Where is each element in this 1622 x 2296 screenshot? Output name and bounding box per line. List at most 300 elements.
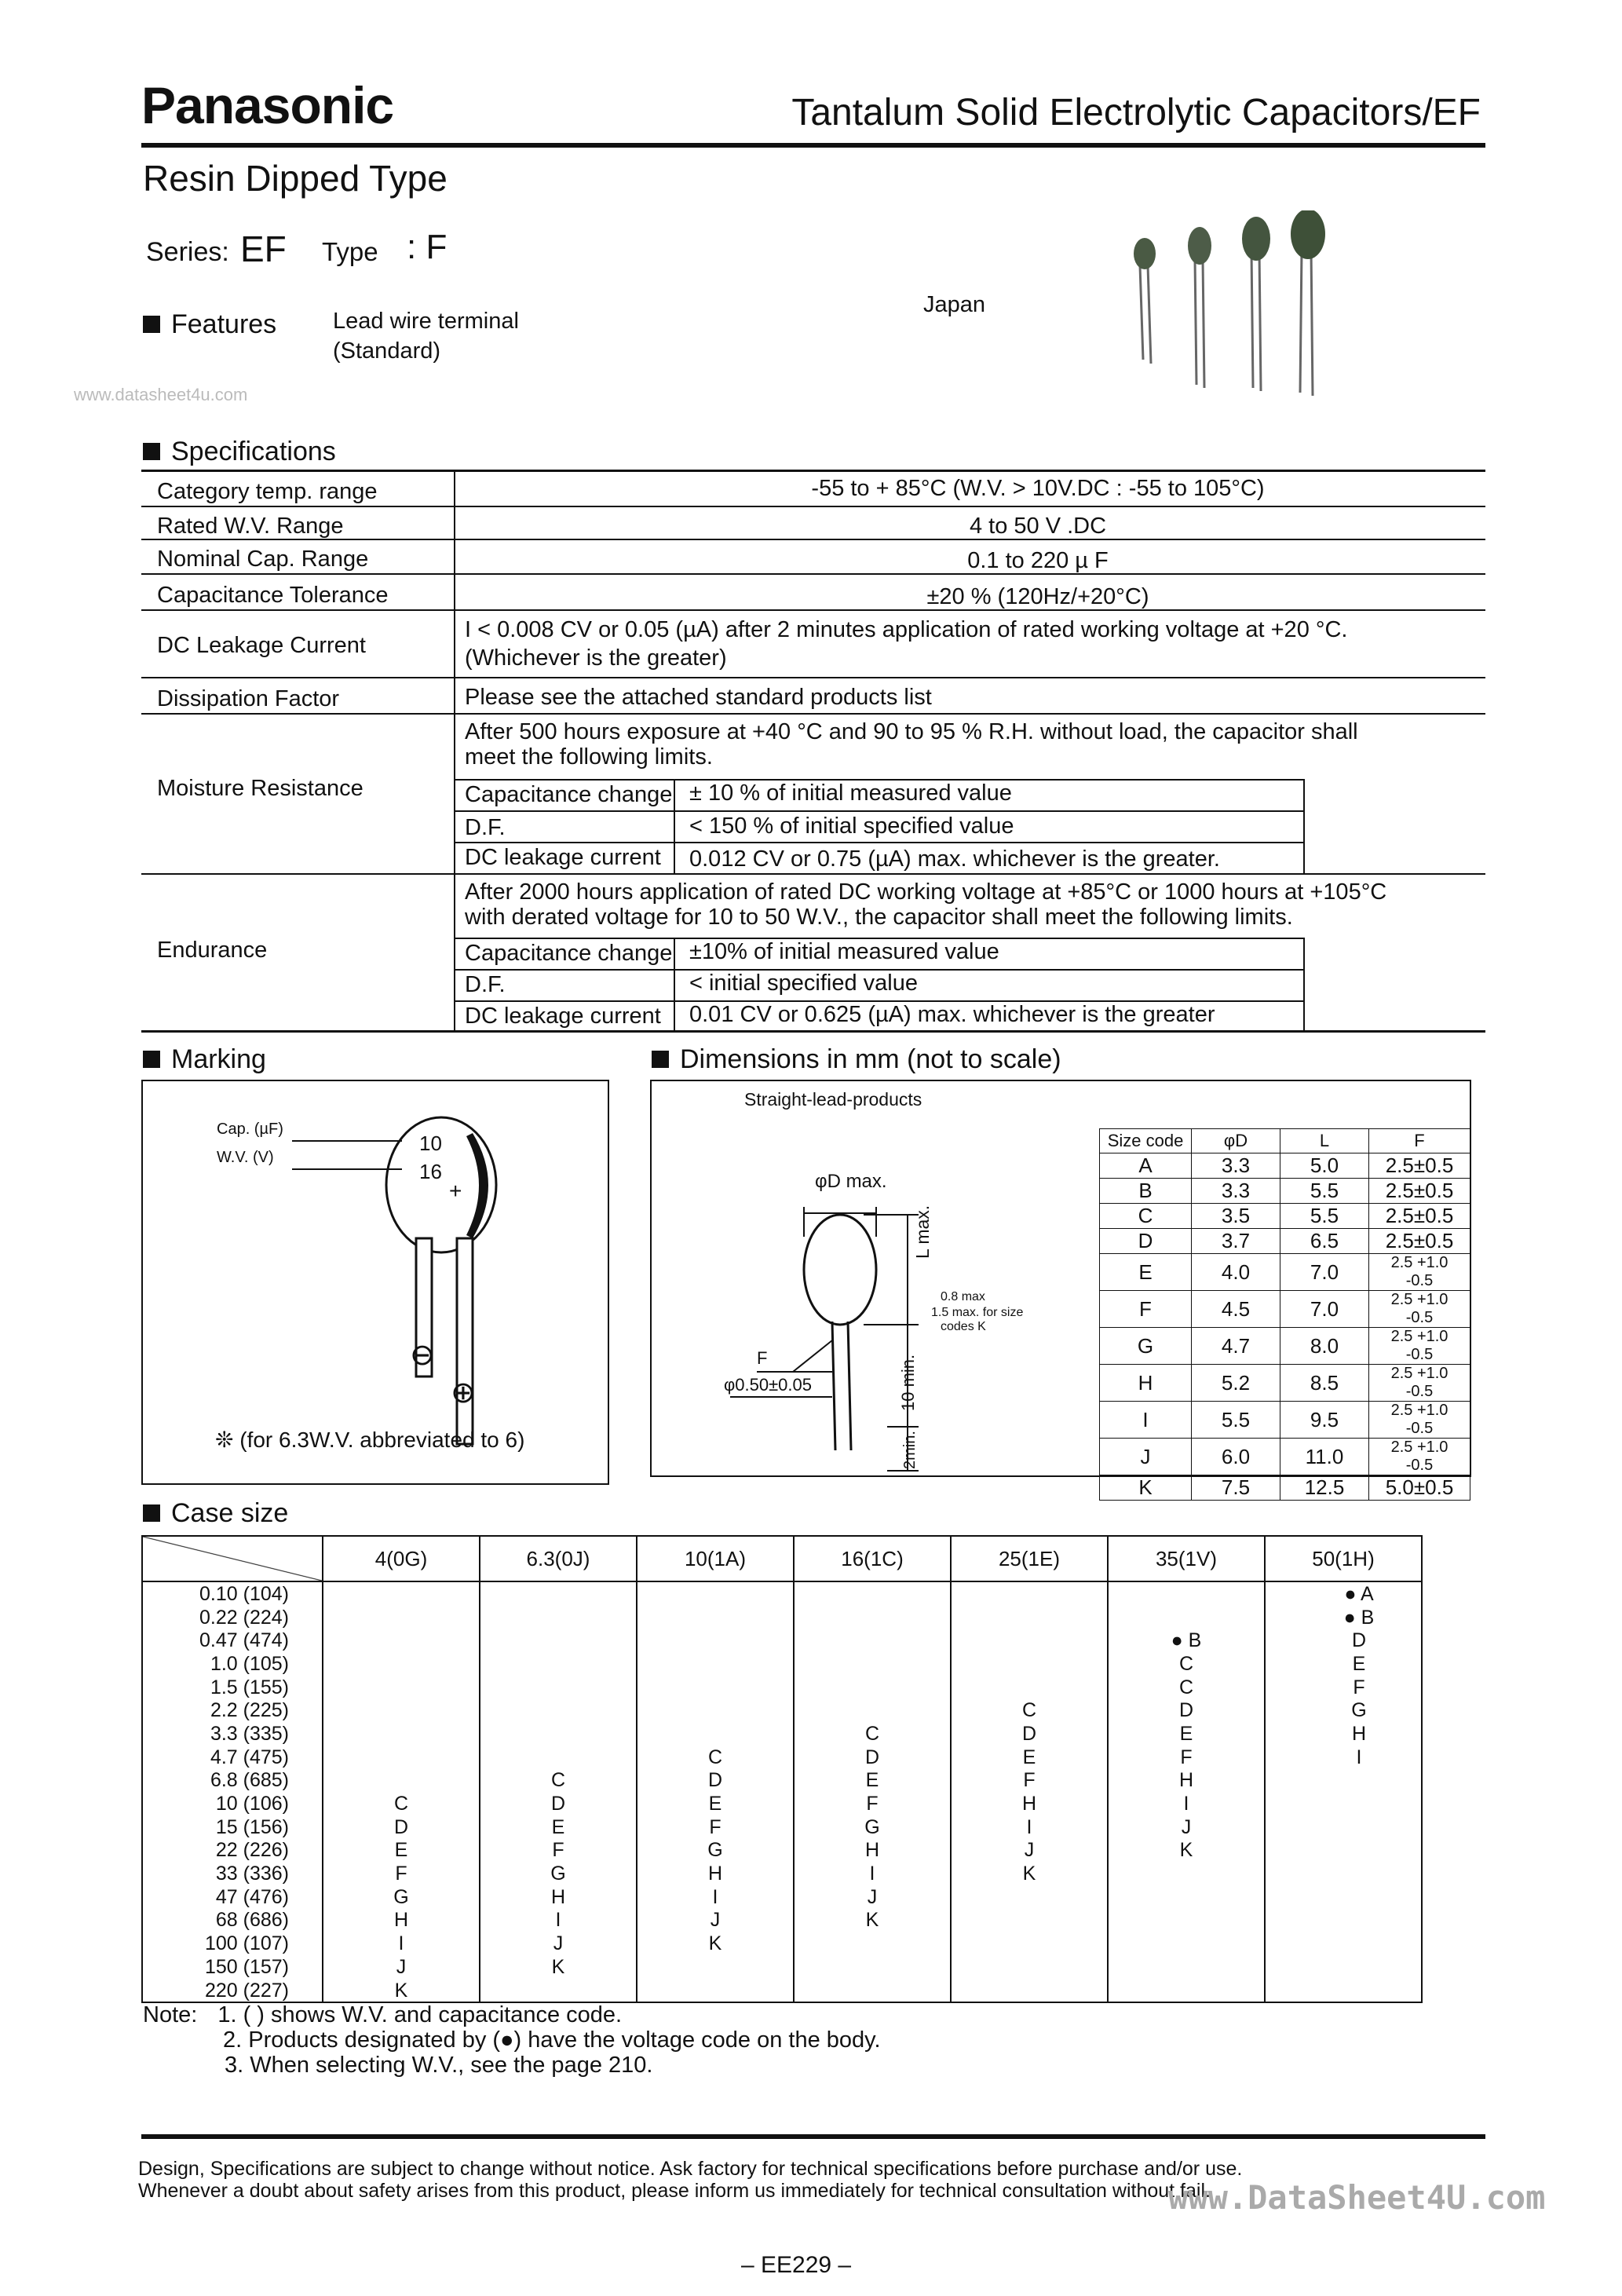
voltage-header: 6.3(0J)	[480, 1536, 637, 1581]
capacitance-cell: 150 (157)	[142, 1955, 323, 1979]
series-value: EF	[240, 229, 287, 269]
moisture-text-1: After 500 hours exposure at +40 °C and 90 to 95 % R.H. without load, the capacitor shall	[465, 719, 1358, 744]
case-code-cell: I	[480, 1909, 637, 1932]
col-diameter: φD	[1192, 1129, 1280, 1153]
features-heading: Features	[143, 309, 276, 340]
dimension-cell: C	[1100, 1204, 1192, 1229]
case-code-cell	[951, 1581, 1108, 1606]
case-code-cell	[1265, 1862, 1422, 1885]
spec-value-category-temp: -55 to + 85°C (W.V. > 10V.DC : -55 to 105°C)	[811, 476, 1265, 501]
case-code-cell: F	[637, 1815, 794, 1839]
lead-note-3: codes K	[941, 1320, 986, 1333]
bullet-square-icon	[143, 316, 160, 333]
features-line-1: Lead wire terminal	[333, 309, 519, 334]
endurance-row-label: Capacitance change	[465, 941, 673, 966]
case-code-cell	[637, 1955, 794, 1979]
two-min-label: 2min.	[901, 1431, 919, 1469]
voltage-header: 35(1V)	[1108, 1536, 1265, 1581]
page-number: – EE229 –	[741, 2252, 852, 2278]
case-code-cell	[637, 1676, 794, 1699]
case-code-cell	[637, 1652, 794, 1676]
spec-label-cap-tolerance: Capacitance Tolerance	[157, 583, 389, 608]
note-2: 2. Products designated by (●) have the voltage code on the body.	[223, 2027, 881, 2053]
case-code-cell	[794, 1629, 951, 1652]
spec-label-dissipation: Dissipation Factor	[157, 686, 340, 711]
dimension-cell: 7.0	[1280, 1291, 1369, 1328]
case-code-cell	[794, 1606, 951, 1629]
bullet-square-icon	[652, 1051, 669, 1068]
voltage-header: 50(1H)	[1265, 1536, 1422, 1581]
table-row	[142, 1932, 1422, 1955]
endurance-row-value: 0.01 CV or 0.625 (µA) max. whichever is the greater	[689, 1002, 1215, 1027]
dimension-cell: 2.5 +1.0 -0.5	[1369, 1254, 1470, 1291]
case-code-cell: H	[637, 1862, 794, 1885]
document-title: Tantalum Solid Electrolytic Capacitors/EF	[791, 92, 1481, 133]
case-code-cell: H	[951, 1792, 1108, 1815]
dimension-cell: E	[1100, 1254, 1192, 1291]
capacitance-cell: 0.47 (474)	[142, 1629, 323, 1652]
dimension-cell: H	[1100, 1365, 1192, 1402]
bullet-square-icon	[143, 1051, 160, 1068]
corner-cell	[142, 1536, 323, 1581]
table-row	[142, 1722, 1422, 1746]
case-code-cell: D	[480, 1792, 637, 1815]
dimension-cell: 4.7	[1192, 1328, 1280, 1365]
moisture-row-label: DC leakage current	[465, 845, 661, 870]
dimension-cell: G	[1100, 1328, 1192, 1365]
brand-logo: Panasonic	[141, 76, 394, 134]
case-code-cell: E	[1265, 1652, 1422, 1676]
case-code-cell: J	[951, 1839, 1108, 1863]
marking-box	[141, 1080, 609, 1485]
case-code-cell	[1108, 1955, 1265, 1979]
dimension-cell: A	[1100, 1153, 1192, 1179]
capacitance-cell: 15 (156)	[142, 1815, 323, 1839]
table-row	[142, 1792, 1422, 1815]
dimension-drawing	[652, 1081, 1091, 1474]
case-code-cell: C	[323, 1792, 480, 1815]
origin-label: Japan	[923, 292, 986, 317]
dimension-cell: 5.2	[1192, 1365, 1280, 1402]
case-code-cell: C	[794, 1722, 951, 1746]
col-pitch: F	[1369, 1129, 1470, 1153]
table-row	[1100, 1254, 1470, 1291]
capacitance-cell: 1.0 (105)	[142, 1652, 323, 1676]
case-code-cell: D	[951, 1722, 1108, 1746]
case-code-cell: C	[1108, 1676, 1265, 1699]
case-code-cell	[794, 1979, 951, 2003]
case-code-cell	[1108, 1885, 1265, 1909]
case-code-cell: F	[1108, 1746, 1265, 1769]
dimension-cell: 7.5	[1192, 1475, 1280, 1501]
case-code-cell	[951, 1629, 1108, 1652]
case-code-cell	[480, 1629, 637, 1652]
case-code-cell: I	[323, 1932, 480, 1955]
top-rule	[141, 143, 1485, 148]
marking-diagram	[143, 1081, 608, 1483]
table-row	[142, 1839, 1422, 1863]
case-code-cell	[637, 1979, 794, 2003]
case-code-cell	[480, 1698, 637, 1722]
case-code-cell: F	[1265, 1676, 1422, 1699]
case-code-cell: H	[1108, 1769, 1265, 1793]
case-code-cell	[794, 1955, 951, 1979]
capacitance-cell: 0.22 (224)	[142, 1606, 323, 1629]
case-code-cell: F	[323, 1862, 480, 1885]
case-code-cell: D	[323, 1815, 480, 1839]
dimension-cell: 9.5	[1280, 1402, 1369, 1439]
case-size-table	[141, 1535, 1423, 2003]
case-code-cell: K	[951, 1862, 1108, 1885]
case-code-cell: G	[480, 1862, 637, 1885]
dimension-cell: 3.5	[1192, 1204, 1280, 1229]
dimension-cell: 5.5	[1280, 1179, 1369, 1204]
case-code-cell: D	[637, 1769, 794, 1793]
capacitance-cell: 33 (336)	[142, 1862, 323, 1885]
case-code-cell	[1265, 1909, 1422, 1932]
capacitance-cell: 1.5 (155)	[142, 1676, 323, 1699]
type-label: Type	[322, 237, 378, 266]
case-code-cell: F	[951, 1769, 1108, 1793]
moisture-row-value: 0.012 CV or 0.75 (µA) max. whichever is the greater.	[689, 846, 1220, 872]
capacitance-cell: 0.10 (104)	[142, 1581, 323, 1606]
cap-label: Cap. (µF)	[217, 1121, 283, 1138]
case-code-cell: K	[794, 1909, 951, 1932]
dimension-cell: 2.5 +1.0 -0.5	[1369, 1291, 1470, 1328]
case-code-cell: F	[480, 1839, 637, 1863]
table-row	[1100, 1365, 1470, 1402]
dimension-cell: 5.0	[1280, 1153, 1369, 1179]
case-code-cell	[951, 1606, 1108, 1629]
case-code-cell	[794, 1698, 951, 1722]
specifications-table	[141, 470, 1485, 1032]
spec-value-dissipation: Please see the attached standard products list	[465, 685, 932, 710]
dimension-cell: B	[1100, 1179, 1192, 1204]
spec-value-dc-leakage-1: I < 0.008 CV or 0.05 (µA) after 2 minutes application of rated working voltage at +20 °C.	[465, 617, 1348, 642]
moisture-row-label: D.F.	[465, 815, 506, 840]
table-row	[142, 1885, 1422, 1909]
case-code-cell	[637, 1581, 794, 1606]
case-code-cell: J	[637, 1909, 794, 1932]
d-max-label: φD max.	[815, 1171, 887, 1192]
dimension-cell: 7.0	[1280, 1254, 1369, 1291]
case-code-cell	[1265, 1769, 1422, 1793]
marking-note: ❊ (for 6.3W.V. abbreviated to 6)	[215, 1428, 525, 1452]
capacitance-cell: 100 (107)	[142, 1932, 323, 1955]
dimension-cell: 2.5±0.5	[1369, 1204, 1470, 1229]
moisture-row-value: ± 10 % of initial measured value	[689, 781, 1012, 806]
ten-min-label: 10 min.	[898, 1354, 918, 1411]
case-code-cell	[480, 1606, 637, 1629]
capacitance-cell: 10 (106)	[142, 1792, 323, 1815]
case-code-cell: D	[794, 1746, 951, 1769]
note-1: 1. ( ) shows W.V. and capacitance code.	[217, 2002, 623, 2027]
case-code-cell: K	[1108, 1839, 1265, 1863]
case-code-cell	[1265, 1885, 1422, 1909]
spec-value-rated-wv: 4 to 50 V .DC	[969, 514, 1107, 539]
case-code-cell: E	[637, 1792, 794, 1815]
case-code-cell	[951, 1955, 1108, 1979]
series-label: Series:	[146, 237, 229, 267]
case-code-cell: H	[1265, 1722, 1422, 1746]
case-code-cell: F	[794, 1792, 951, 1815]
dimension-cell: 2.5 +1.0 -0.5	[1369, 1402, 1470, 1439]
case-code-cell	[323, 1722, 480, 1746]
case-code-cell	[637, 1698, 794, 1722]
case-code-cell	[794, 1676, 951, 1699]
type-value: : F	[407, 228, 448, 266]
note-3: 3. When selecting W.V., see the page 210.	[225, 2053, 653, 2078]
bottom-rule	[141, 2134, 1485, 2139]
dimension-cell: K	[1100, 1475, 1192, 1501]
case-code-cell	[951, 1979, 1108, 2003]
dimension-cell: 2.5 +1.0 -0.5	[1369, 1439, 1470, 1475]
case-code-cell: J	[323, 1955, 480, 1979]
case-code-cell: K	[480, 1955, 637, 1979]
spec-label-nominal-cap: Nominal Cap. Range	[157, 547, 369, 572]
case-code-cell: J	[794, 1885, 951, 1909]
watermark-top: www.datasheet4u.com	[74, 385, 248, 404]
table-row	[142, 1769, 1422, 1793]
table-row	[142, 1815, 1422, 1839]
case-code-cell: I	[1108, 1792, 1265, 1815]
case-code-cell	[323, 1652, 480, 1676]
cap-value: 10	[419, 1132, 442, 1155]
endurance-row-label: D.F.	[465, 972, 506, 997]
case-code-cell	[1265, 1792, 1422, 1815]
case-code-cell	[480, 1581, 637, 1606]
voltage-header: 16(1C)	[794, 1536, 951, 1581]
dimension-cell: 11.0	[1280, 1439, 1369, 1475]
marking-heading: Marking	[143, 1044, 266, 1075]
voltage-header: 4(0G)	[323, 1536, 480, 1581]
dimensions-heading: Dimensions in mm (not to scale)	[652, 1044, 1061, 1075]
case-code-cell	[1108, 1606, 1265, 1629]
case-code-cell: K	[637, 1932, 794, 1955]
dimension-cell: I	[1100, 1402, 1192, 1439]
capacitance-cell: 4.7 (475)	[142, 1746, 323, 1769]
case-size-header-row	[142, 1536, 1422, 1581]
f-label: F	[757, 1348, 768, 1368]
case-code-cell	[323, 1676, 480, 1699]
table-row	[142, 1676, 1422, 1699]
case-code-cell: E	[480, 1815, 637, 1839]
table-row	[142, 1581, 1422, 1606]
capacitance-cell: 220 (227)	[142, 1979, 323, 2003]
case-code-cell	[951, 1909, 1108, 1932]
endurance-row-value: ±10% of initial measured value	[689, 939, 999, 964]
endurance-row-value: < initial specified value	[689, 971, 918, 996]
case-code-cell	[951, 1885, 1108, 1909]
dimensions-table	[1099, 1128, 1470, 1501]
case-code-cell: G	[794, 1815, 951, 1839]
case-code-cell: E	[794, 1769, 951, 1793]
dimension-cell: D	[1100, 1229, 1192, 1254]
dimension-cell: 12.5	[1280, 1475, 1369, 1501]
minus-circle-icon: ⊖	[410, 1339, 435, 1372]
case-code-cell: D	[1265, 1629, 1422, 1652]
capacitance-cell: 22 (226)	[142, 1839, 323, 1863]
dimension-cell: 6.0	[1192, 1439, 1280, 1475]
case-code-cell	[323, 1581, 480, 1606]
case-code-cell	[1265, 1839, 1422, 1863]
case-code-cell: K	[323, 1979, 480, 2003]
case-size-heading: Case size	[143, 1498, 288, 1529]
capacitance-cell: 2.2 (225)	[142, 1698, 323, 1722]
case-code-cell: G	[323, 1885, 480, 1909]
case-code-cell: E	[951, 1746, 1108, 1769]
case-code-cell	[794, 1581, 951, 1606]
table-row	[1100, 1439, 1470, 1475]
footer-line-2: Whenever a doubt about safety arises from this product, please inform us immediately for technical consultation without fail.	[138, 2180, 1211, 2202]
case-code-cell: I	[951, 1815, 1108, 1839]
wv-value: 16	[419, 1160, 442, 1183]
dimension-cell: 8.0	[1280, 1328, 1369, 1365]
dimension-cell: 4.0	[1192, 1254, 1280, 1291]
dimension-cell: 8.5	[1280, 1365, 1369, 1402]
table-row	[142, 1979, 1422, 2003]
spec-label-moisture: Moisture Resistance	[157, 776, 363, 801]
capacitance-cell: 3.3 (335)	[142, 1722, 323, 1746]
case-code-cell	[480, 1676, 637, 1699]
case-code-cell	[1108, 1909, 1265, 1932]
case-code-cell: ● A	[1265, 1581, 1422, 1606]
spec-value-cap-tolerance: ±20 % (120Hz/+20°C)	[926, 584, 1149, 609]
case-code-cell	[951, 1932, 1108, 1955]
case-code-cell	[637, 1629, 794, 1652]
dimension-cell: 6.5	[1280, 1229, 1369, 1254]
case-code-cell	[1108, 1581, 1265, 1606]
dimensions-caption: Straight-lead-products	[744, 1089, 922, 1110]
dimension-cell: 2.5 +1.0 -0.5	[1369, 1365, 1470, 1402]
table-row	[142, 1909, 1422, 1932]
l-max-label: L max.	[912, 1205, 933, 1259]
capacitor-photo	[1115, 210, 1350, 407]
case-code-cell	[1108, 1932, 1265, 1955]
case-code-cell	[323, 1629, 480, 1652]
resin-dipped-heading: Resin Dipped Type	[143, 158, 448, 199]
endurance-text-1: After 2000 hours application of rated DC working voltage at +85°C or 1000 hours at +105°C	[465, 879, 1387, 905]
spec-label-dc-leakage: DC Leakage Current	[157, 633, 366, 658]
case-code-cell: J	[480, 1932, 637, 1955]
features-line-2: (Standard)	[333, 338, 441, 364]
case-code-cell: J	[1108, 1815, 1265, 1839]
dimension-cell: 5.5	[1280, 1204, 1369, 1229]
case-code-cell: G	[1265, 1698, 1422, 1722]
case-code-cell	[323, 1746, 480, 1769]
plus-circle-icon: ⊕	[451, 1377, 476, 1409]
lead-note-1: 0.8 max	[941, 1290, 985, 1303]
case-code-cell	[323, 1769, 480, 1793]
spec-label-category-temp: Category temp. range	[157, 479, 378, 504]
case-code-cell	[637, 1722, 794, 1746]
table-row	[142, 1746, 1422, 1769]
case-code-cell: H	[794, 1839, 951, 1863]
case-code-cell: C	[480, 1769, 637, 1793]
case-code-cell	[794, 1932, 951, 1955]
case-code-cell: E	[323, 1839, 480, 1863]
lead-note-2: 1.5 max. for size	[931, 1306, 1024, 1319]
case-code-cell	[951, 1652, 1108, 1676]
spec-value-dc-leakage-2: (Whichever is the greater)	[465, 645, 727, 671]
endurance-row-label: DC leakage current	[465, 1004, 661, 1029]
case-code-cell: I	[637, 1885, 794, 1909]
wv-label: W.V. (V)	[217, 1149, 274, 1166]
endurance-text-2: with derated voltage for 10 to 50 W.V., the capacitor shall meet the following limits.	[465, 905, 1293, 930]
case-code-cell	[480, 1979, 637, 2003]
case-code-cell: ● B	[1265, 1606, 1422, 1629]
case-code-cell: I	[1265, 1746, 1422, 1769]
table-row	[1100, 1475, 1470, 1501]
case-code-cell: C	[1108, 1652, 1265, 1676]
dimension-cell: J	[1100, 1439, 1192, 1475]
case-code-cell	[1265, 1955, 1422, 1979]
table-row	[1100, 1179, 1470, 1204]
dimension-cell: 2.5±0.5	[1369, 1229, 1470, 1254]
dimension-cell: 3.3	[1192, 1179, 1280, 1204]
dimension-cell: 2.5 +1.0 -0.5	[1369, 1328, 1470, 1365]
case-code-cell	[480, 1722, 637, 1746]
table-row	[142, 1606, 1422, 1629]
footer-disclaimer	[138, 2158, 1242, 2202]
col-length: L	[1280, 1129, 1369, 1153]
case-code-cell	[1265, 1815, 1422, 1839]
case-code-cell: H	[480, 1885, 637, 1909]
table-row	[1100, 1229, 1470, 1254]
notes-block	[143, 2002, 881, 2078]
dimension-cell: 5.5	[1192, 1402, 1280, 1439]
case-code-cell	[323, 1698, 480, 1722]
watermark-bottom: www.DataSheet4U.com	[1168, 2178, 1546, 2217]
dimension-cell: 3.7	[1192, 1229, 1280, 1254]
note-lead: Note:	[143, 2002, 198, 2027]
capacitance-cell: 68 (686)	[142, 1909, 323, 1932]
table-row	[142, 1652, 1422, 1676]
dimension-cell: 5.0±0.5	[1369, 1475, 1470, 1501]
specifications-heading: Specifications	[143, 437, 336, 467]
footer-line-1: Design, Specifications are subject to change without notice. Ask factory for technical specifications before purchase and/or use.	[138, 2158, 1243, 2180]
col-size-code: Size code	[1100, 1129, 1192, 1153]
table-row	[1100, 1204, 1470, 1229]
case-code-cell	[480, 1746, 637, 1769]
voltage-header: 10(1A)	[637, 1536, 794, 1581]
dimension-cell: F	[1100, 1291, 1192, 1328]
features-text	[333, 306, 519, 366]
spec-value-nominal-cap: 0.1 to 220 µ F	[967, 548, 1109, 573]
case-code-cell	[794, 1652, 951, 1676]
table-row	[142, 1698, 1422, 1722]
spec-label-endurance: Endurance	[157, 938, 268, 963]
dimension-cell: 2.5±0.5	[1369, 1179, 1470, 1204]
table-row	[1100, 1291, 1470, 1328]
moisture-row-label: Capacitance change	[465, 782, 673, 807]
moisture-text-2: meet the following limits.	[465, 744, 713, 770]
dimension-cell: 2.5±0.5	[1369, 1153, 1470, 1179]
bullet-square-icon	[143, 443, 160, 460]
dimension-cell: 4.5	[1192, 1291, 1280, 1328]
case-code-cell: C	[637, 1746, 794, 1769]
case-code-cell: ● B	[1108, 1629, 1265, 1652]
table-row	[142, 1629, 1422, 1652]
case-code-cell	[951, 1676, 1108, 1699]
case-code-cell: D	[1108, 1698, 1265, 1722]
case-code-cell	[637, 1606, 794, 1629]
table-row	[1100, 1153, 1470, 1179]
table-row	[1100, 1402, 1470, 1439]
bullet-square-icon	[143, 1504, 160, 1522]
case-code-cell	[480, 1652, 637, 1676]
case-code-cell	[1108, 1862, 1265, 1885]
